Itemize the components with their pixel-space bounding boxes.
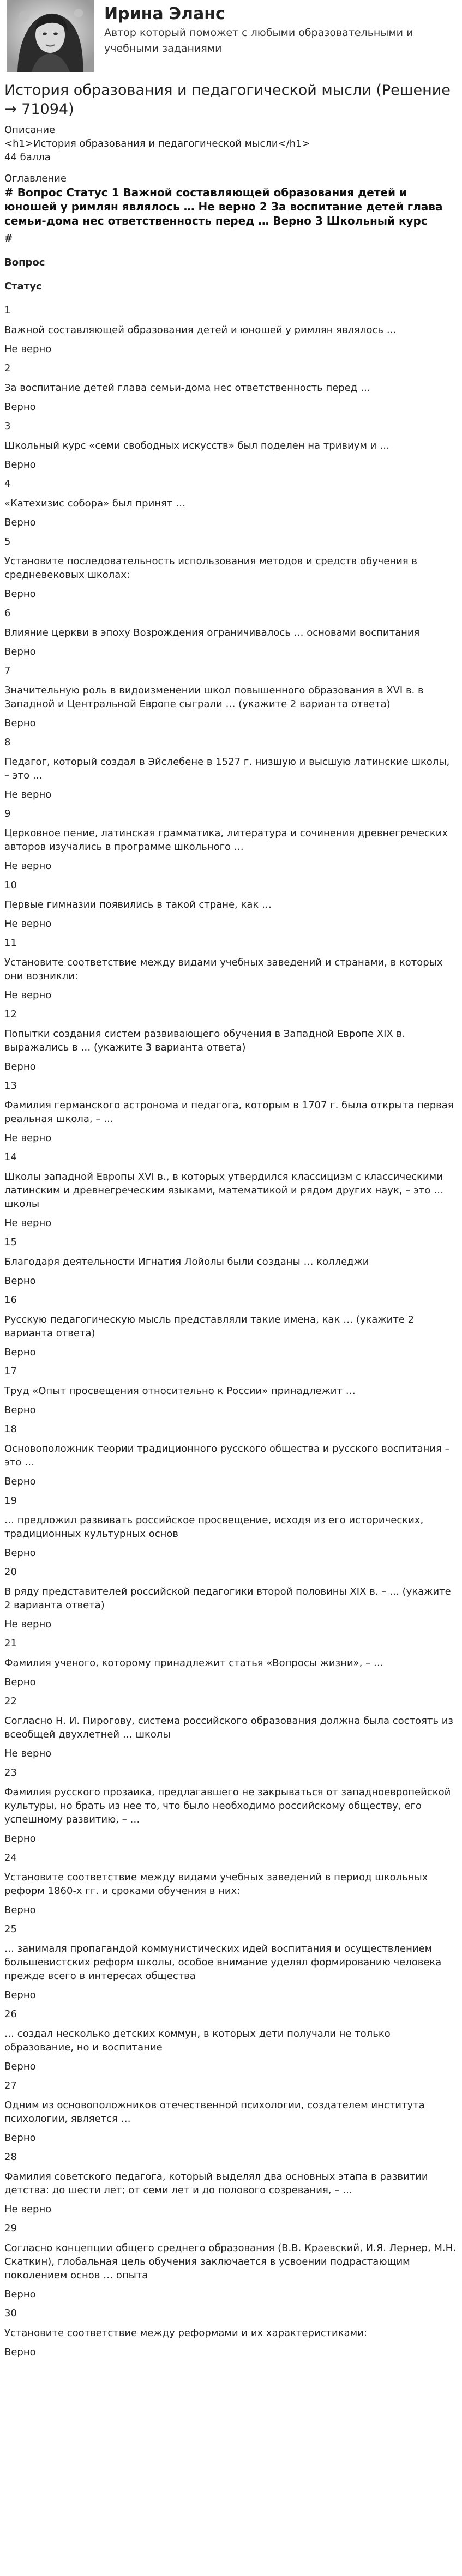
question-status: Верно (4, 1061, 36, 1072)
question-text: Установите последовательность использования методов и средств обучения в средневековых школах: (4, 556, 418, 581)
question-item (4, 478, 458, 529)
question-text: Церковное пение, латинская грамматика, литература и сочинения древнегреческих авторов изучались в программе школьного … (4, 828, 448, 853)
author-name[interactable]: Ирина Эланс (104, 4, 225, 23)
question-number: 26 (4, 2008, 17, 2020)
question-status: Не верно (4, 990, 52, 1001)
question-item (4, 1008, 458, 1073)
question-status: Верно (4, 1676, 36, 1688)
question-text: Установите соответствие между реформами и их характеристиками: (4, 2327, 367, 2339)
question-status: Верно (4, 2061, 36, 2072)
question-status: Верно (4, 717, 36, 729)
question-number: 16 (4, 1294, 17, 1306)
question-status: Не верно (4, 789, 52, 800)
question-text: Влияние церкви в эпоху Возрождения ограничивалось … основами воспитания (4, 627, 420, 638)
header-status: Статус (4, 281, 42, 292)
question-number: 24 (4, 1852, 17, 1863)
question-item (4, 879, 458, 931)
question-item (4, 1766, 458, 1845)
question-text: В ряду представителей российской педагогики второй половины XIX в. – … (укажите 2 варианта ответа) (4, 1586, 451, 1611)
question-text: Фамилия русского прозаика, предлагавшего не закрываться от западноевропейской культуры, но брать из нее то, что было необходимо российскому обществу, его успешному развитию, – … (4, 1787, 451, 1825)
question-item (4, 1365, 458, 1417)
question-number: 29 (4, 2223, 17, 2234)
question-status: Верно (4, 2346, 36, 2358)
question-item (4, 736, 458, 801)
question-text: Одним из основоположников отечественной психологии, создателем института психологии, является … (4, 2100, 425, 2125)
question-number: 10 (4, 879, 17, 891)
question-status: Верно (4, 2132, 36, 2144)
question-item (4, 304, 458, 356)
question-item (4, 420, 458, 472)
question-status: Верно (4, 588, 36, 600)
question-status: Не верно (4, 1748, 52, 1759)
question-text: … предложил развивать российское просвещение, исходя из его исторических, традиционных культурных основ (4, 1515, 424, 1540)
toc-text: # Вопрос Статус 1 Важной составляющей образования детей и юношей у римлян являлось … Не верно 2 За воспитание детей глава семьи-дома нес ответственность перед … Верно 3 Школьный курс (4, 186, 443, 227)
score-value: 44 балла (4, 152, 51, 163)
question-item (4, 362, 458, 414)
question-number: 7 (4, 665, 11, 677)
question-status: Не верно (4, 1132, 52, 1144)
question-number: 22 (4, 1696, 17, 1707)
question-text: Основоположник теории традиционного русского общества и русского воспитания – это … (4, 1443, 450, 1468)
question-status: Верно (4, 1904, 36, 1916)
question-number: 20 (4, 1566, 17, 1578)
question-item (4, 2222, 458, 2301)
question-text: Значительную роль в видоизменении школ повышенного образования в XVI в. в Западной и Центральной Европе сыграли … (укажите 2 варианта ответа) (4, 685, 424, 710)
question-number: 3 (4, 420, 11, 432)
author-description: Автор который поможет с любыми образовательными и учебными заданиями (104, 27, 413, 55)
question-text: Труд «Опыт просвещения относительно к России» принадлежит … (4, 1385, 356, 1397)
question-status: Верно (4, 1476, 36, 1487)
question-text: Согласно концепции общего среднего образования (В.В. Краевский, И.Я. Лернер, М.Н. Скаткин), глобальная цель обучения заключается в усвоении подрастающим поколением основ … опыта (4, 2242, 456, 2281)
question-item (4, 1236, 458, 1288)
question-number: 14 (4, 1151, 17, 1163)
header-number: # (4, 233, 13, 244)
question-item (4, 665, 458, 730)
question-status: Верно (4, 517, 36, 528)
author-avatar-icon (7, 0, 94, 72)
question-item (4, 1079, 458, 1145)
page-title: История образования и педагогической мысли (Решение → 71094) (4, 82, 451, 118)
question-status: Верно (4, 1347, 36, 1358)
question-number: 30 (4, 2308, 17, 2319)
question-text: «Катехизис собора» был принят … (4, 498, 186, 509)
question-status: Верно (4, 1989, 36, 2001)
question-status: Не верно (4, 343, 52, 355)
question-text: Педагог, который создал в Эйслебене в 1527 г. низшую и высшую латинские школы, – это … (4, 756, 450, 781)
question-text: … занималя пропагандой коммунистических идей воспитания и осуществлением большевистских реформ школы, особое внимание уделял формированию человека прежде всего в интересах общества (4, 1943, 442, 1982)
question-text: … создал несколько детских коммун, в которых дети получали не только образование, но и воспитание (4, 2028, 391, 2053)
question-number: 13 (4, 1080, 17, 1091)
question-item (4, 2151, 458, 2216)
question-status: Верно (4, 1275, 36, 1287)
question-text: Важной составляющей образования детей и юношей у римлян являлось … (4, 324, 397, 336)
question-item (4, 607, 458, 659)
question-number: 15 (4, 1236, 17, 1248)
question-text: Установите соответствие между видами учебных заведений и странами, в которых они возникли: (4, 957, 443, 982)
question-status: Верно (4, 1833, 36, 1844)
question-status: Верно (4, 459, 36, 470)
question-status: Верно (4, 1547, 36, 1559)
description-value: <h1>История образования и педагогической мысли</h1> (4, 138, 310, 149)
question-item (4, 937, 458, 1002)
question-number: 17 (4, 1366, 17, 1377)
question-number: 9 (4, 808, 11, 819)
question-status: Верно (4, 646, 36, 657)
question-text: Благодаря деятельности Игнатия Лойолы были созданы … колледжи (4, 1256, 369, 1268)
question-status: Не верно (4, 918, 52, 930)
question-text: За воспитание детей глава семьи-дома нес ответственность перед … (4, 382, 371, 394)
question-status: Не верно (4, 1619, 52, 1630)
question-text: Фамилия германского астронома и педагога, которым в 1707 г. была открыта первая реальная школа, – … (4, 1100, 454, 1125)
question-number: 23 (4, 1767, 17, 1778)
question-status: Не верно (4, 1217, 52, 1229)
question-number: 28 (4, 2151, 17, 2163)
question-item (4, 1494, 458, 1560)
question-status: Верно (4, 1404, 36, 1416)
question-number: 2 (4, 363, 11, 374)
question-number: 27 (4, 2080, 17, 2091)
question-text: Первые гимназии появились в такой стране, как … (4, 899, 272, 910)
question-number: 6 (4, 607, 11, 619)
question-text: Фамилия советского педагога, который выделял два основных этапа в развитии детства: до шести лет; от семи лет и до полового созревания, – … (4, 2171, 428, 2196)
question-number: 18 (4, 1423, 17, 1435)
question-number: 8 (4, 737, 11, 748)
question-number: 5 (4, 536, 11, 547)
questions-list (4, 304, 458, 2359)
question-number: 11 (4, 937, 17, 949)
question-item (4, 1923, 458, 2002)
question-number: 4 (4, 478, 11, 490)
question-item (4, 1566, 458, 1631)
question-status: Верно (4, 401, 36, 413)
question-item (4, 807, 458, 873)
toc-label: Оглавление (4, 173, 67, 184)
author-header (4, 0, 458, 74)
question-item (4, 1851, 458, 1917)
question-text: Фамилия ученого, которому принадлежит статья «Вопросы жизни», – … (4, 1657, 383, 1669)
question-item (4, 1294, 458, 1359)
question-number: 21 (4, 1638, 17, 1649)
question-item (4, 1423, 458, 1488)
question-item (4, 2307, 458, 2359)
header-question: Вопрос (4, 257, 45, 268)
question-text: Школьный курс «семи свободных искусств» был поделен на тривиум и … (4, 440, 390, 451)
question-text: Установите соответствие между видами учебных заведений в период школьных реформ 1860-х гг. и сроками обучения в них: (4, 1872, 428, 1897)
question-item (4, 2079, 458, 2145)
question-status: Не верно (4, 2204, 52, 2215)
question-item (4, 1637, 458, 1689)
question-text: Попытки создания систем развивающего обучения в Западной Европе XIX в. выражались в … (укажите 3 варианта ответа) (4, 1028, 405, 1053)
question-status: Не верно (4, 860, 52, 872)
description-label: Описание (4, 124, 56, 136)
question-text: Русскую педагогическую мысль представляли такие имена, как … (укажите 2 варианта ответа) (4, 1314, 415, 1339)
question-number: 19 (4, 1495, 17, 1506)
question-item (4, 535, 458, 601)
question-status: Верно (4, 2289, 36, 2300)
question-text: Согласно Н. И. Пирогову, система российского образования должна была состоять из всеобщей двухлетней … школы (4, 1715, 453, 1740)
question-number: 1 (4, 305, 11, 316)
question-item (4, 1695, 458, 1760)
question-number: 25 (4, 1923, 17, 1935)
question-item (4, 1151, 458, 1230)
question-text: Школы западной Европы XVI в., в которых утвердился классицизм с классическими латинским и древнегреческим языками, математикой и рядом других наук, – это … школы (4, 1171, 444, 1210)
question-item (4, 2008, 458, 2073)
question-number: 12 (4, 1009, 17, 1020)
